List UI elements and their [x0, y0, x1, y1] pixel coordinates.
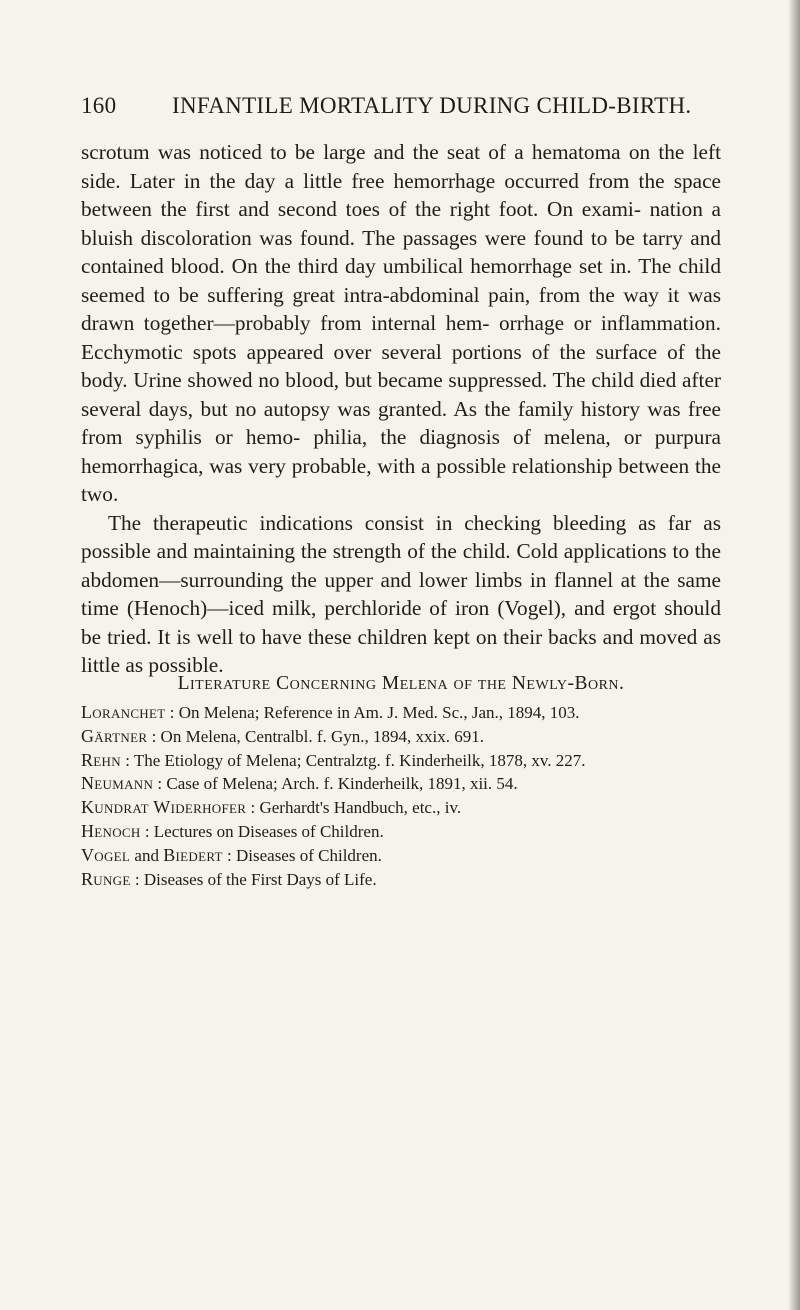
- reference-item: [81, 844, 721, 868]
- reference-author: Vogel: [81, 844, 131, 865]
- reference-text: : The Etiology of Melena; Centralztg. f. Kinderheilk, 1878, xv. 227.: [125, 750, 586, 770]
- reference-conjunction: and: [134, 845, 159, 865]
- reference-item: [81, 701, 721, 725]
- body-text: [81, 138, 721, 680]
- literature-heading: Literature Concerning Melena of the Newly-Born.: [177, 673, 625, 694]
- reference-item: [81, 725, 721, 749]
- reference-author: Runge: [81, 868, 131, 889]
- page-number: 160: [81, 93, 117, 118]
- reference-text: : Diseases of the First Days of Life.: [134, 869, 377, 889]
- reference-text: : Gerhardt's Handbuch, etc., iv.: [250, 798, 462, 818]
- page-header: [81, 92, 721, 120]
- reference-author: Henoch: [81, 820, 141, 841]
- reference-text: : Diseases of Children.: [227, 845, 382, 865]
- reference-author: Gärtner: [81, 725, 148, 746]
- reference-text: : On Melena, Centralbl. f. Gyn., 1894, xxix. 691.: [151, 726, 484, 746]
- reference-list: [81, 701, 721, 891]
- reference-item: [81, 749, 721, 773]
- reference-text: : Lectures on Diseases of Children.: [144, 821, 384, 841]
- reference-author: Biedert: [163, 844, 223, 865]
- reference-text: : On Melena; Reference in Am. J. Med. Sc., Jan., 1894, 103.: [169, 703, 580, 722]
- page-edge-shadow: [788, 0, 800, 1310]
- paragraph: The therapeutic indications consist in checking bleeding as far as possible and maintaining the strength of the child. Cold applications to the abdomen—surrounding the upper and lower limbs in flannel at the same time (Henoch)—iced milk, perchloride of iron (Vogel), and ergot should be tried. It is well to have these children kept on their backs and moved as little as possible.: [81, 510, 721, 677]
- reference-author: Rehn: [81, 749, 121, 770]
- running-head: INFANTILE MORTALITY DURING CHILD-BIRTH.: [172, 93, 692, 118]
- reference-author: Kundrat Widerhofer: [81, 797, 247, 818]
- reference-item: [81, 772, 721, 796]
- reference-author: Loranchet: [81, 702, 166, 722]
- paragraph: scrotum was noticed to be large and the seat of a hematoma on the left side. Later in the day a little free hemorrhage occurred from the space between the first and second toes of the right foot. On exami- nation a bluish discoloration was found. The passages were found to be tarry and contained blood. On the third day umbilical hemorrhage set in. The child seemed to be suffering great intra-abdominal pain, from the way it was drawn together—probably from internal hem- orrhage or inflammation. Ecchymotic spots appeared over several portions of the surface of the body. Urine showed no blood, but became suppressed. The child died after several days, but no autopsy was granted. As the family history was free from syphilis or hemo- philia, the diagnosis of melena, or purpura hemorrhagica, was very probable, with a possible relationship between the two.: [81, 140, 721, 506]
- reference-item: [81, 820, 721, 844]
- reference-item: [81, 796, 721, 820]
- reference-item: [81, 868, 721, 892]
- reference-author: Neumann: [81, 773, 154, 794]
- reference-text: : Case of Melena; Arch. f. Kinderheilk, 1891, xii. 54.: [157, 774, 518, 794]
